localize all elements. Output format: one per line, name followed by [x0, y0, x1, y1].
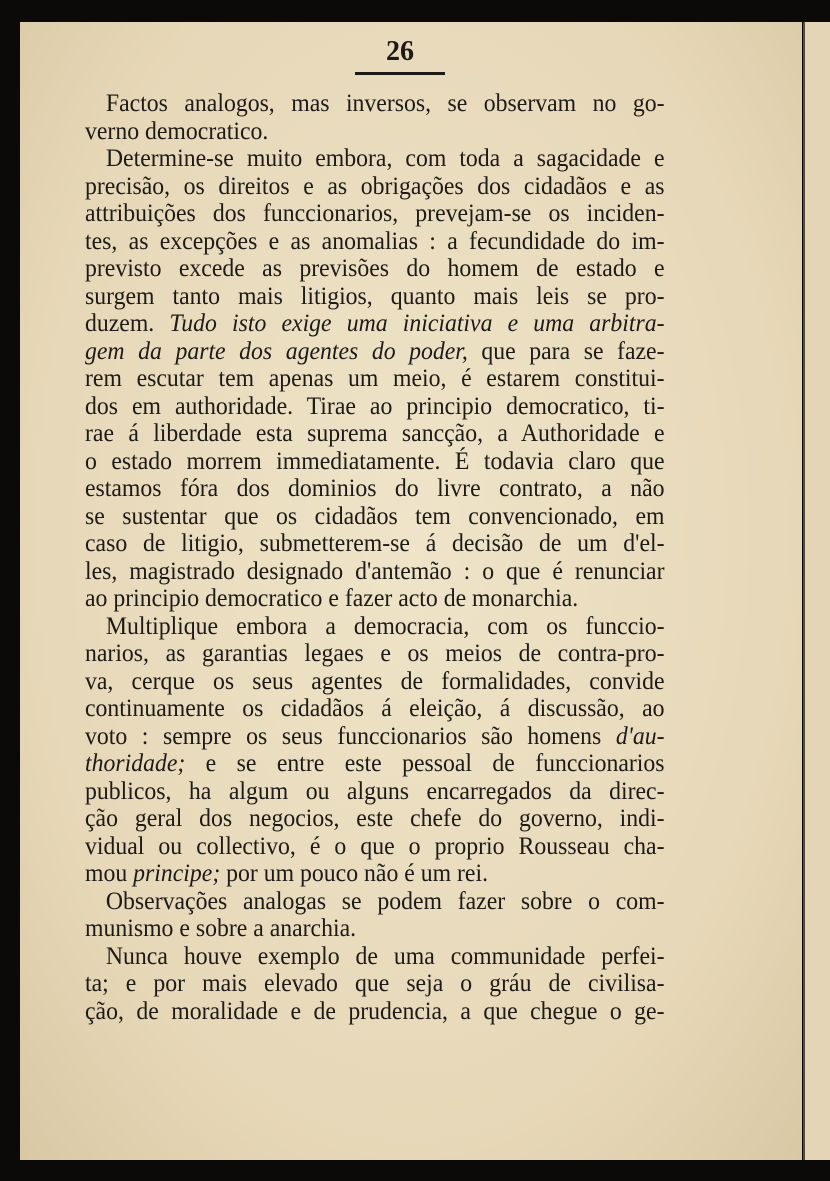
text-run: que para se faze- [467, 337, 665, 365]
text-line: previsto excede as previsões do homem de estado e [85, 255, 665, 282]
text-line: les, magistrado designado d'antemão : o que é renunciar [85, 557, 665, 585]
body-text [85, 90, 665, 1025]
italic-text: Tudo isto exige uma iniciativa e uma arbitra- [169, 310, 665, 337]
text-line: precisão, os direitos e as obrigações dos cidadãos e as [85, 172, 665, 200]
text-line [85, 723, 665, 751]
text-line: estamos fóra dos dominios do livre contrato, a não [85, 475, 665, 502]
text-line [85, 750, 665, 778]
text-line: narios, as garantias legaes e os meios de contra-pro- [85, 640, 665, 667]
italic-text: principe; [133, 860, 221, 887]
text-run: voto : sempre os seus funccionarios são homens [85, 722, 616, 750]
text-line [85, 860, 665, 888]
text-line [85, 338, 665, 366]
text-line: vidual ou collectivo, é o que o proprio Rousseau cha- [85, 832, 665, 860]
text-line: tes, as excepções e as anomalias : a fecundidade do im- [85, 227, 665, 255]
page-number-rule [355, 72, 445, 75]
text-line: dos em authoridade. Tirae ao principio democratico, ti- [85, 392, 665, 420]
italic-text: thoridade; [85, 750, 186, 777]
text-line: rae á liberdade esta suprema sancção, a Authoridade e [85, 420, 665, 447]
text-line: Nunca houve exemplo de uma communidade perfei- [105, 942, 665, 970]
text-line: va, cerque os seus agentes de formalidades, convide [85, 667, 665, 695]
text-line: rem escutar tem apenas um meio, é estarem constitui- [85, 365, 665, 392]
text-line: ao principio democratico e fazer acto de monarchia. [85, 585, 579, 612]
text-line: munismo e sobre a anarchia. [85, 915, 357, 942]
text-line: ta; e por mais elevado que seja o gráu de civilisa- [85, 970, 665, 997]
italic-text: d'au- [615, 722, 665, 750]
text-line: se sustentar que os cidadãos tem convencionado, em [85, 502, 665, 530]
text-line: verno democratico. [85, 117, 269, 145]
text-line: attribuições dos funccionarios, prevejam-se os inciden- [85, 200, 665, 227]
text-line: caso de litigio, submetterem-se á decisão de um d'el- [85, 530, 665, 557]
text-run: por um pouco não é um rei. [220, 860, 489, 887]
text-line [85, 310, 665, 338]
text-line: ção, de moralidade e de prudencia, a que chegue o ge- [85, 997, 665, 1025]
text-line: Determine-se muito embora, com toda a sagacidade e [105, 145, 665, 172]
page-number: 26 [386, 36, 414, 67]
adjacent-page-edge [803, 22, 830, 1160]
text-line: ção geral dos negocios, este chefe do governo, indi- [85, 805, 665, 832]
text-run: e se entre este pessoal de funccionarios [185, 750, 665, 777]
text-run: mou [85, 860, 134, 887]
text-run: duzem. [85, 310, 170, 337]
text-line: Observações analogas se podem fazer sobre o com- [105, 887, 665, 915]
text-line: surgem tanto mais litigios, quanto mais leis se pro- [85, 282, 665, 310]
text-line: publicos, ha algum ou alguns encarregados da direc- [85, 777, 665, 805]
text-line: Factos analogos, mas inversos, se observam no go- [105, 90, 665, 117]
text-line: o estado morrem immediatamente. É todavia claro que [85, 447, 665, 475]
text-line: continuamente os cidadãos á eleição, á discussão, ao [85, 695, 665, 722]
text-line: Multiplique embora a democracia, com os funccio- [105, 612, 665, 640]
italic-text: gem da parte dos agentes do poder, [85, 337, 468, 365]
